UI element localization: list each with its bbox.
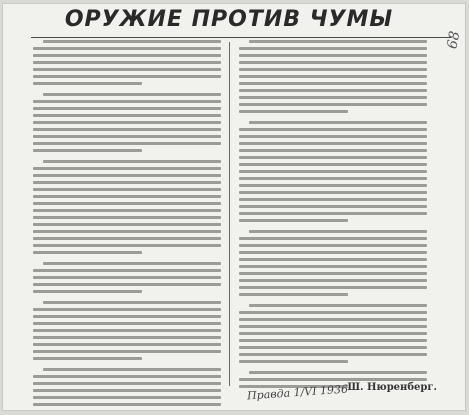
text-line bbox=[33, 322, 221, 325]
text-line bbox=[239, 339, 427, 342]
text-line bbox=[239, 258, 427, 261]
text-line bbox=[33, 237, 221, 240]
text-line bbox=[239, 251, 427, 254]
text-line bbox=[239, 96, 427, 99]
text-line bbox=[33, 223, 221, 226]
article-paragraph-left-2 bbox=[33, 93, 221, 152]
text-line bbox=[33, 290, 142, 293]
text-line bbox=[239, 177, 427, 180]
text-line bbox=[239, 346, 427, 349]
text-line bbox=[239, 128, 427, 131]
text-line bbox=[239, 163, 427, 166]
article-paragraph-right-1 bbox=[239, 40, 427, 113]
text-line bbox=[239, 89, 427, 92]
text-line bbox=[239, 54, 427, 57]
text-line bbox=[239, 279, 427, 282]
text-line bbox=[33, 315, 221, 318]
text-line bbox=[33, 269, 221, 272]
text-line bbox=[239, 325, 427, 328]
text-line bbox=[249, 121, 427, 124]
left-column bbox=[33, 40, 221, 410]
article-title: ОРУЖИЕ ПРОТИВ ЧУМЫ bbox=[64, 7, 394, 32]
text-line bbox=[239, 205, 427, 208]
text-line bbox=[249, 230, 427, 233]
text-line bbox=[43, 93, 221, 96]
article-paragraph-right-2 bbox=[239, 121, 427, 222]
text-line bbox=[239, 75, 427, 78]
article-paragraph-left-6 bbox=[33, 368, 221, 410]
text-line bbox=[239, 191, 427, 194]
text-line bbox=[33, 396, 221, 399]
text-line bbox=[239, 170, 427, 173]
text-line bbox=[33, 167, 221, 170]
text-line bbox=[33, 276, 221, 279]
text-line bbox=[33, 389, 221, 392]
text-line bbox=[33, 251, 142, 254]
text-line bbox=[33, 128, 221, 131]
text-line bbox=[239, 103, 427, 106]
text-line bbox=[33, 142, 221, 145]
text-line bbox=[33, 308, 221, 311]
text-line bbox=[239, 61, 427, 64]
text-line bbox=[33, 68, 221, 71]
text-line bbox=[33, 216, 221, 219]
text-line bbox=[33, 174, 221, 177]
text-line bbox=[33, 114, 221, 117]
text-line bbox=[33, 195, 221, 198]
text-line bbox=[33, 135, 221, 138]
handwritten-page-note: 68 bbox=[444, 29, 464, 51]
text-line bbox=[249, 304, 427, 307]
handwritten-date: Правда 1/VI 1936 bbox=[246, 382, 349, 403]
text-line bbox=[33, 149, 142, 152]
text-line bbox=[33, 357, 142, 360]
text-line bbox=[239, 311, 427, 314]
article-paragraph-left-4 bbox=[33, 262, 221, 293]
text-line bbox=[33, 403, 221, 406]
text-line bbox=[239, 244, 427, 247]
right-column bbox=[239, 40, 427, 388]
text-line bbox=[239, 82, 427, 85]
text-line bbox=[239, 156, 427, 159]
title-divider bbox=[31, 37, 451, 38]
text-line bbox=[33, 121, 221, 124]
text-line bbox=[239, 149, 427, 152]
text-line bbox=[239, 360, 348, 363]
text-line bbox=[33, 343, 221, 346]
text-line bbox=[239, 332, 427, 335]
text-line bbox=[239, 68, 427, 71]
text-line bbox=[33, 188, 221, 191]
text-line bbox=[239, 378, 427, 381]
text-line bbox=[33, 181, 221, 184]
text-line bbox=[33, 107, 221, 110]
text-line bbox=[33, 75, 221, 78]
text-line bbox=[239, 212, 427, 215]
text-line bbox=[249, 40, 427, 43]
text-line bbox=[239, 142, 427, 145]
text-line bbox=[239, 237, 427, 240]
article-paragraph-left-5 bbox=[33, 301, 221, 360]
text-line bbox=[239, 198, 427, 201]
column-divider bbox=[229, 42, 230, 386]
text-line bbox=[33, 283, 221, 286]
text-line bbox=[239, 286, 427, 289]
text-line bbox=[239, 293, 348, 296]
text-line bbox=[239, 353, 427, 356]
text-line bbox=[33, 202, 221, 205]
article-paragraph-left-1 bbox=[33, 40, 221, 85]
text-line bbox=[33, 61, 221, 64]
text-line bbox=[43, 160, 221, 163]
text-line bbox=[43, 301, 221, 304]
text-line bbox=[33, 382, 221, 385]
text-line bbox=[33, 244, 221, 247]
article-paragraph-right-3 bbox=[239, 230, 427, 296]
newspaper-clipping bbox=[3, 4, 465, 410]
text-line bbox=[239, 47, 427, 50]
text-line bbox=[43, 40, 221, 43]
text-line bbox=[43, 262, 221, 265]
text-line bbox=[33, 230, 221, 233]
text-line bbox=[239, 272, 427, 275]
text-line bbox=[33, 54, 221, 57]
article-paragraph-left-3 bbox=[33, 160, 221, 254]
text-line bbox=[33, 350, 221, 353]
article-byline: Ш. Нюренберг. bbox=[347, 382, 437, 393]
text-line bbox=[239, 135, 427, 138]
text-line bbox=[33, 375, 221, 378]
text-line bbox=[239, 219, 348, 222]
text-line bbox=[239, 184, 427, 187]
text-line bbox=[33, 100, 221, 103]
text-line bbox=[239, 110, 348, 113]
text-line bbox=[43, 368, 221, 371]
text-line bbox=[249, 371, 427, 374]
text-line bbox=[33, 47, 221, 50]
text-line bbox=[33, 82, 142, 85]
article-paragraph-right-4 bbox=[239, 304, 427, 363]
text-line bbox=[33, 209, 221, 212]
text-line bbox=[239, 318, 427, 321]
text-line bbox=[33, 336, 221, 339]
text-line bbox=[33, 329, 221, 332]
text-line bbox=[239, 265, 427, 268]
